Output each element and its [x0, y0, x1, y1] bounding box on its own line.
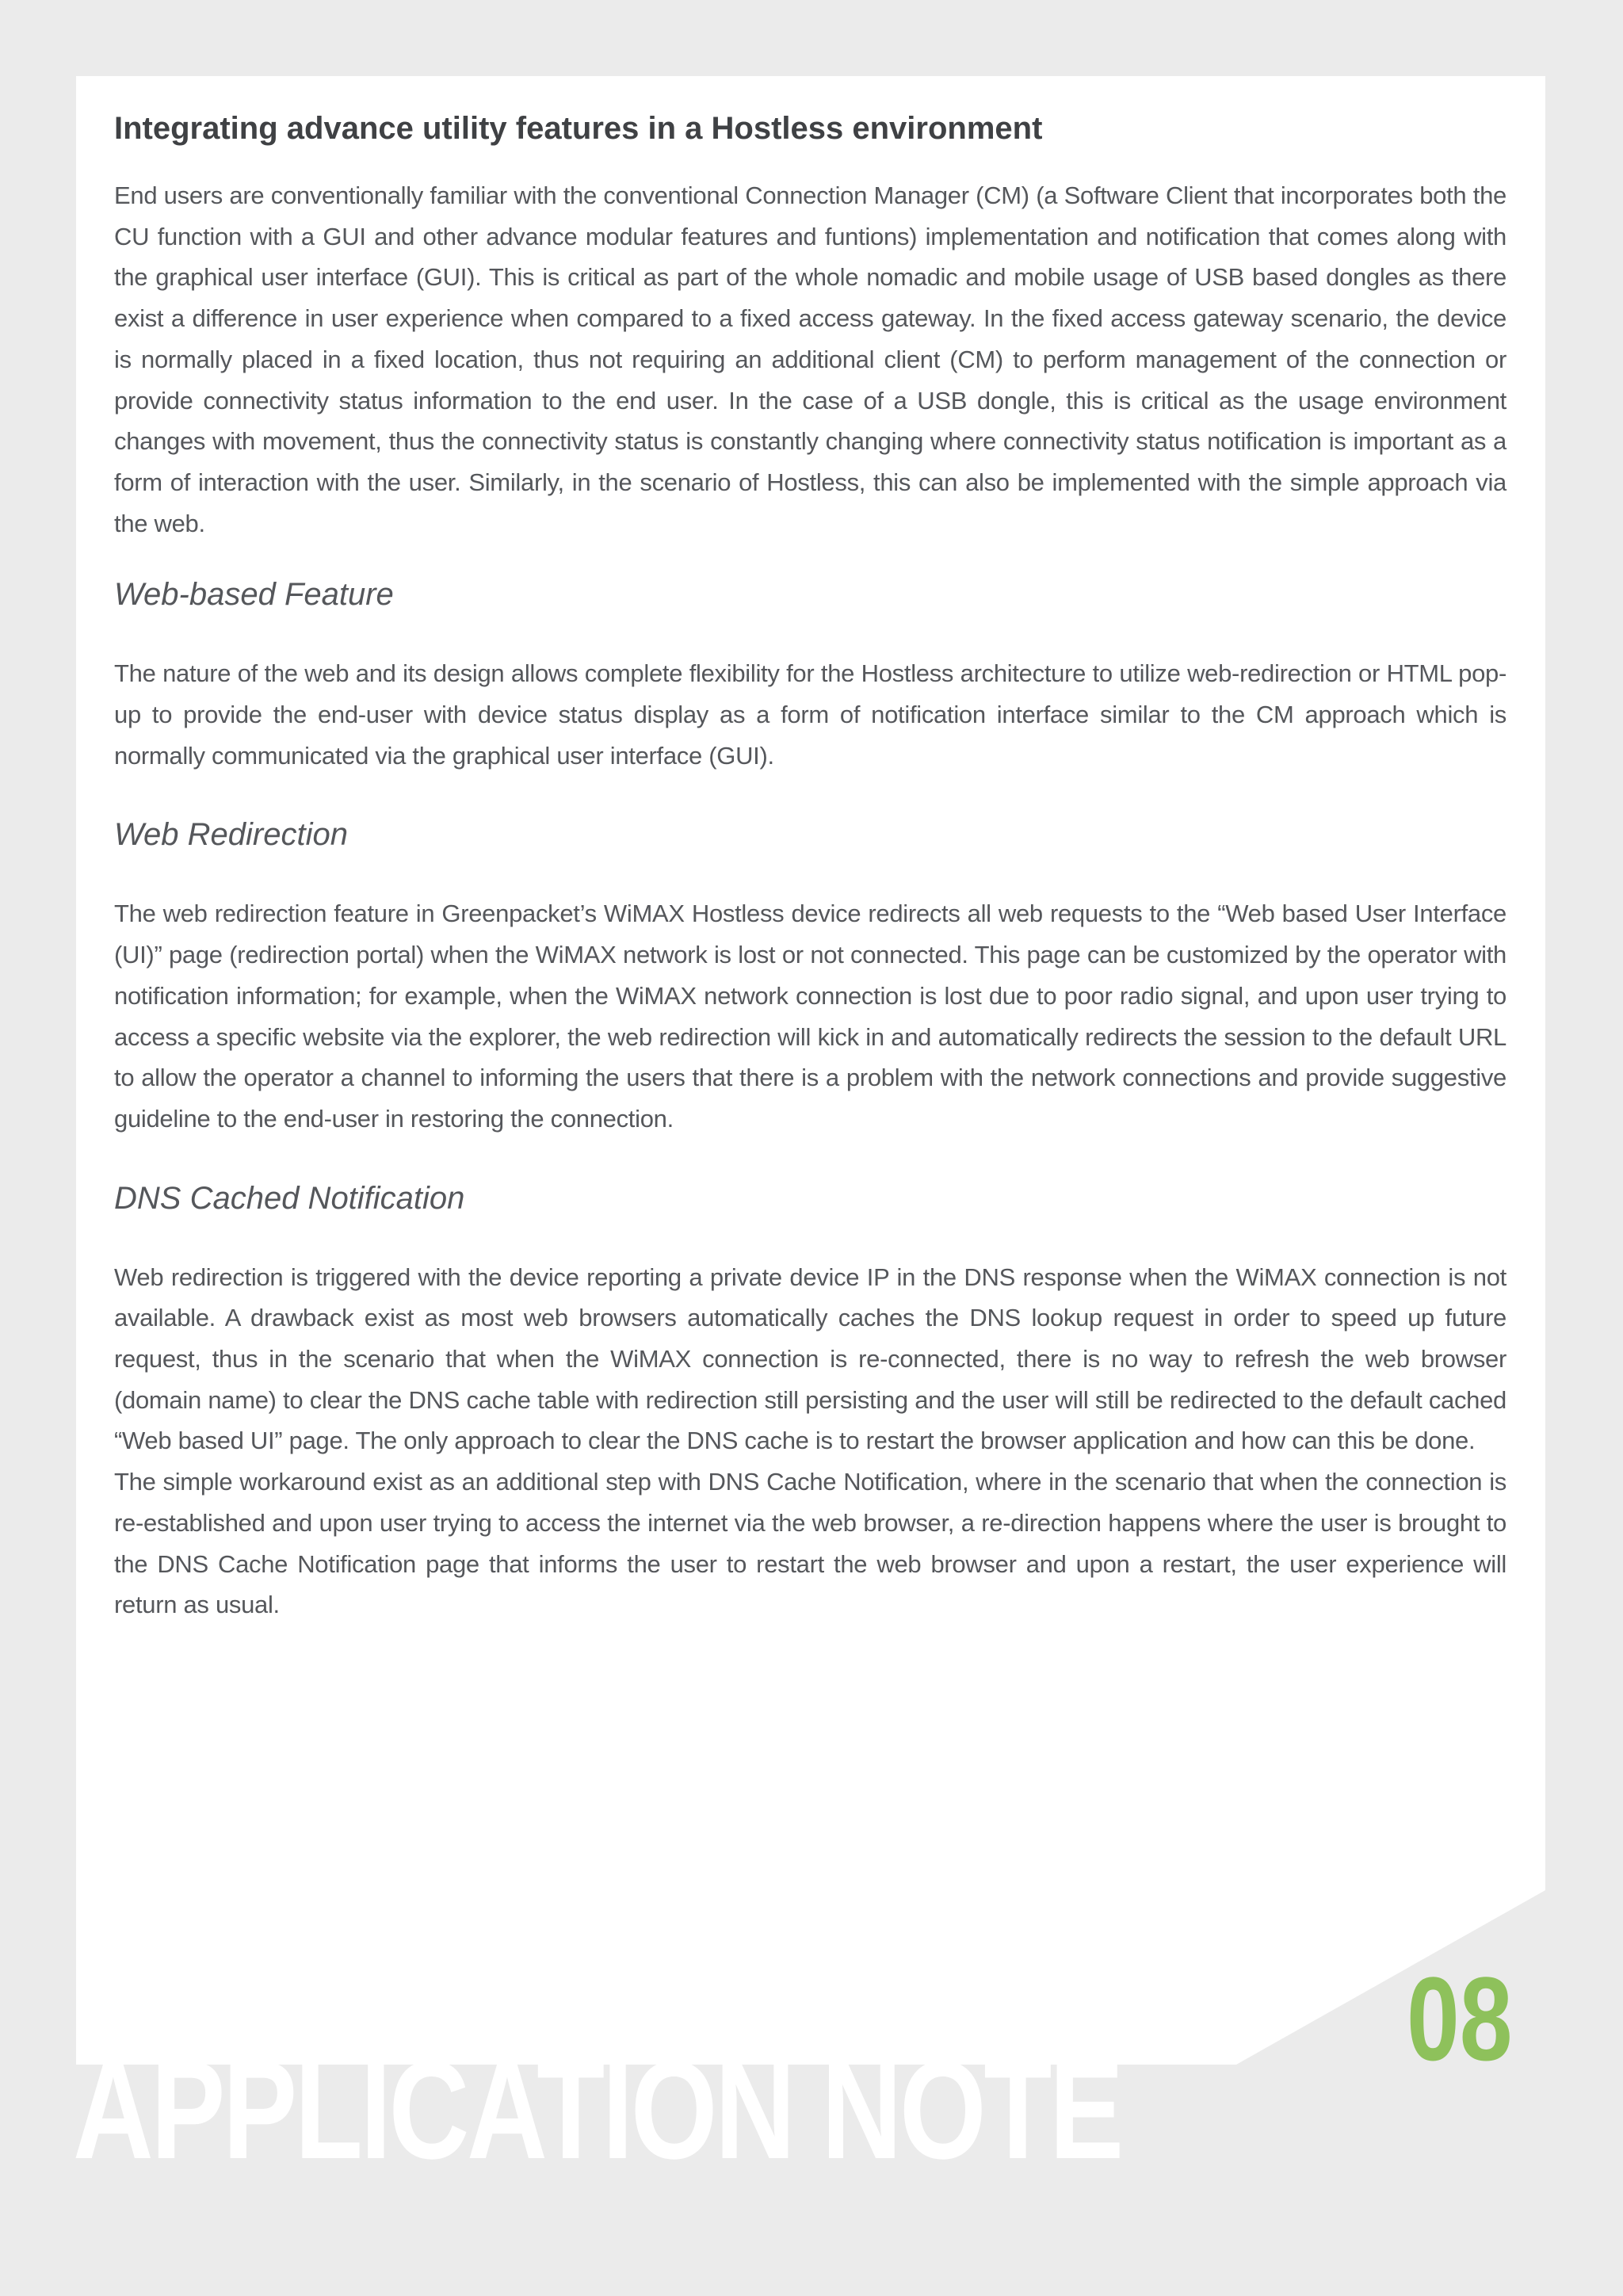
section-heading-web-redirection: Web Redirection — [114, 817, 348, 853]
web-redirection-paragraph: The web redirection feature in Greenpacket’s WiMAX Hostless device redirects all web requests to the “Web based User Interface (UI)” page (redirection portal) when the WiMAX network is lost or not connected. This page can be customized by the operator with notification information; for example, when the WiMAX network connection is lost due to poor radio signal, and upon user trying to access a specific website via the explorer, the web redirection will kick in and automatically redirects the session to the default URL to allow the operator a channel to informing the users that there is a problem with the network connections and provide suggestive guideline to the end-user in restoring the connection. — [114, 900, 1507, 1133]
section-heading-web-based-feature: Web-based Feature — [114, 577, 394, 613]
document-body — [114, 106, 1507, 1626]
page-number: 08 — [1407, 1952, 1513, 2085]
intro-paragraph: End users are conventionally familiar with the conventional Connection Manager (CM) (a Software Client that incorporates both the CU function with a GUI and other advance modular features and funtions) implementation and notification that comes along with the graphical user interface (GUI). This is critical as part of the whole nomadic and mobile usage of USB based dongles as there exist a difference in user experience when compared to a fixed access gateway. In the fixed access gateway scenario, the device is normally placed in a fixed location, thus not requiring an additional client (CM) to perform management of the connection or provide connectivity status information to the end user. In the case of a USB dongle, this is critical as the usage environment changes with movement, thus the connectivity status is constantly changing where connectivity status notification is important as a form of interaction with the user. Similarly, in the scenario of Hostless, this can also be implemented with the simple approach via the web. — [114, 181, 1507, 537]
document-title: Integrating advance utility features in a Hostless environment — [114, 111, 1043, 146]
web-based-feature-paragraph: The nature of the web and its design allows complete flexibility for the Hostless architecture to utilize web-redirection or HTML pop-up to provide the end-user with device status display as a form of notification interface similar to the CM approach which is normally communicated via the graphical user interface (GUI). — [114, 659, 1507, 770]
footer-application-note: APPLICATION NOTE — [73, 2033, 1121, 2188]
dns-cached-notification-paragraph-2: The simple workaround exist as an additional step with DNS Cache Notification, where in the scenario that when the connection is re-established and upon user trying to access the internet via the web browser, a re-direction happens where the user is brought to the DNS Cache Notification page that informs the user to restart the web browser and upon a restart, the user experience will return as usual. — [114, 1468, 1507, 1619]
dns-cached-notification-paragraph-1: Web redirection is triggered with the device reporting a private device IP in the DNS response when the WiMAX connection is not available. A drawback exist as most web browsers automatically caches the DNS lookup request in order to speed up future request, thus in the scenario that when the WiMAX connection is re-connected, there is no way to refresh the web browser (domain name) to clear the DNS cache table with redirection still persisting and the user will still be redirected to the default cached “Web based UI” page. The only approach to clear the DNS cache is to restart the browser application and how can this be done. — [114, 1263, 1507, 1455]
section-heading-dns-cached-notification: DNS Cached Notification — [114, 1180, 465, 1216]
